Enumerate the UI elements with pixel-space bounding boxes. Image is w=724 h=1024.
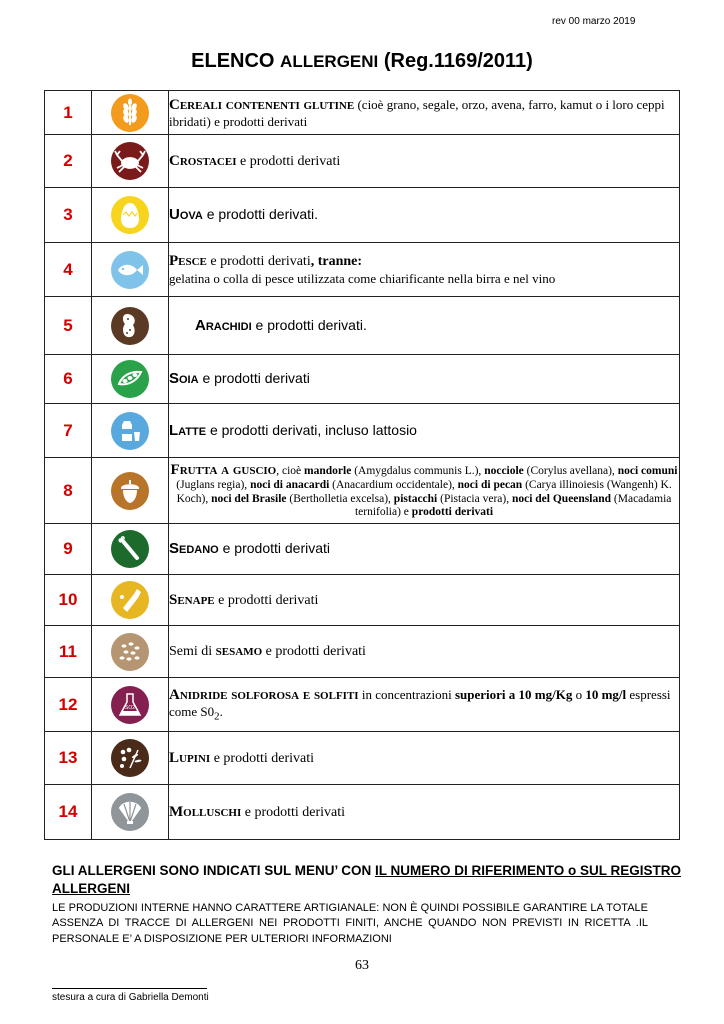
table-row	[45, 575, 680, 626]
page-title: ELENCO ALLERGENI (Reg.1169/2011)	[191, 50, 533, 72]
footnote-divider	[52, 988, 207, 989]
allergen-description: Pesce e prodotti derivati, tranne: gelatina o colla di pesce utilizzata come chiarificante nella birra e nel vino	[169, 243, 680, 297]
table-row	[45, 626, 680, 678]
table-row	[45, 135, 680, 188]
allergen-number: 13	[45, 732, 92, 785]
allergen-number: 3	[45, 188, 92, 243]
allergen-number: 7	[45, 404, 92, 458]
allergen-number: 4	[45, 243, 92, 297]
table-row	[45, 458, 680, 524]
allergen-number: 6	[45, 355, 92, 404]
allergen-description: Latte e prodotti derivati, incluso lattosio	[169, 404, 680, 458]
allergen-description: Senape e prodotti derivati	[169, 575, 680, 626]
allergen-description: Crostacei e prodotti derivati	[169, 135, 680, 188]
author-note: stesura a cura di Gabriella Demonti	[52, 992, 209, 1003]
allergen-description: Sedano e prodotti derivati	[169, 524, 680, 575]
table-row	[45, 91, 680, 135]
crab-icon	[92, 135, 169, 188]
allergen-number: 9	[45, 524, 92, 575]
table-row	[45, 404, 680, 458]
allergen-number: 5	[45, 297, 92, 355]
milk-icon	[92, 404, 169, 458]
peanut-icon	[92, 297, 169, 355]
mustard-icon	[92, 575, 169, 626]
table-row	[45, 297, 680, 355]
allergen-description: Semi di sesamo e prodotti derivati	[169, 626, 680, 678]
allergen-description: Anidride solforosa e solfiti in concentrazioni superiori a 10 mg/Kg o 10 mg/l espressi come $S0_2$.	[169, 678, 680, 732]
fish-icon	[92, 243, 169, 297]
allergen-number: 8	[45, 458, 92, 524]
wheat-icon	[92, 91, 169, 135]
allergen-description: Frutta a guscio, cioè mandorle (Amygdalus communis L.), nocciole (Corylus avellana), noci comuni (Juglans regia), noci di anacardi (Anacardium occidentale), noci di pecan (Carya illinoiesis (Wangenh) K. Koch), noci del Brasile (Bertholletia excelsa), pistacchi (Pistacia vera), noci del Queensland (Macadamia ternifolia) e prodotti derivati	[169, 458, 680, 524]
table-row	[45, 243, 680, 297]
artisanal-disclaimer: LE PRODUZIONI INTERNE HANNO CARATTERE ARTIGIANALE: NON È QUINDI POSSIBILE GARANTIRE LA TOTALE ASSENZA DI TRACCE DI ALLERGENI NEI PRODOTTI FINITI, ANCHE QUANDO NON PREVISTI IN RICETTA .IL PERSONALE E’ A DISPOSIZIONE PER ULTERIORI INFORMAZIONI	[52, 902, 648, 945]
allergen-description: Molluschi e prodotti derivati	[169, 785, 680, 840]
soybean-icon	[92, 355, 169, 404]
celery-icon	[92, 524, 169, 575]
allergen-number: 11	[45, 626, 92, 678]
menu-notice-heading: GLI ALLERGENI SONO INDICATI SUL MENU’ CON IL NUMERO DI RIFERIMENTO o SUL REGISTRO ALLERGENI	[52, 863, 682, 897]
allergen-description: Cereali contenenti glutine (cioè grano, segale, orzo, avena, farro, kamut o i loro ceppi ibridati) e prodotti derivati	[169, 91, 680, 135]
sesame-icon	[92, 626, 169, 678]
allergen-description: Uova e prodotti derivati.	[169, 188, 680, 243]
table-row	[45, 732, 680, 785]
allergen-description: Soia e prodotti derivati	[169, 355, 680, 404]
lupin-icon	[92, 732, 169, 785]
allergen-description: Lupini e prodotti derivati	[169, 732, 680, 785]
allergen-number: 14	[45, 785, 92, 840]
page-number: 63	[355, 958, 369, 973]
acorn-icon	[92, 458, 169, 524]
allergen-number: 10	[45, 575, 92, 626]
table-row	[45, 355, 680, 404]
table-row	[45, 524, 680, 575]
table-row	[45, 785, 680, 840]
sulphite-flask-icon	[92, 678, 169, 732]
egg-icon	[92, 188, 169, 243]
allergen-table	[44, 90, 680, 840]
so2-label: SO2	[124, 704, 136, 711]
allergen-number: 12	[45, 678, 92, 732]
allergen-number: 2	[45, 135, 92, 188]
allergen-number: 1	[45, 91, 92, 135]
shell-icon	[92, 785, 169, 840]
table-row	[45, 188, 680, 243]
allergen-description: Arachidi e prodotti derivati.	[169, 297, 680, 355]
table-row	[45, 678, 680, 732]
revision-note: rev 00 marzo 2019	[552, 16, 636, 27]
